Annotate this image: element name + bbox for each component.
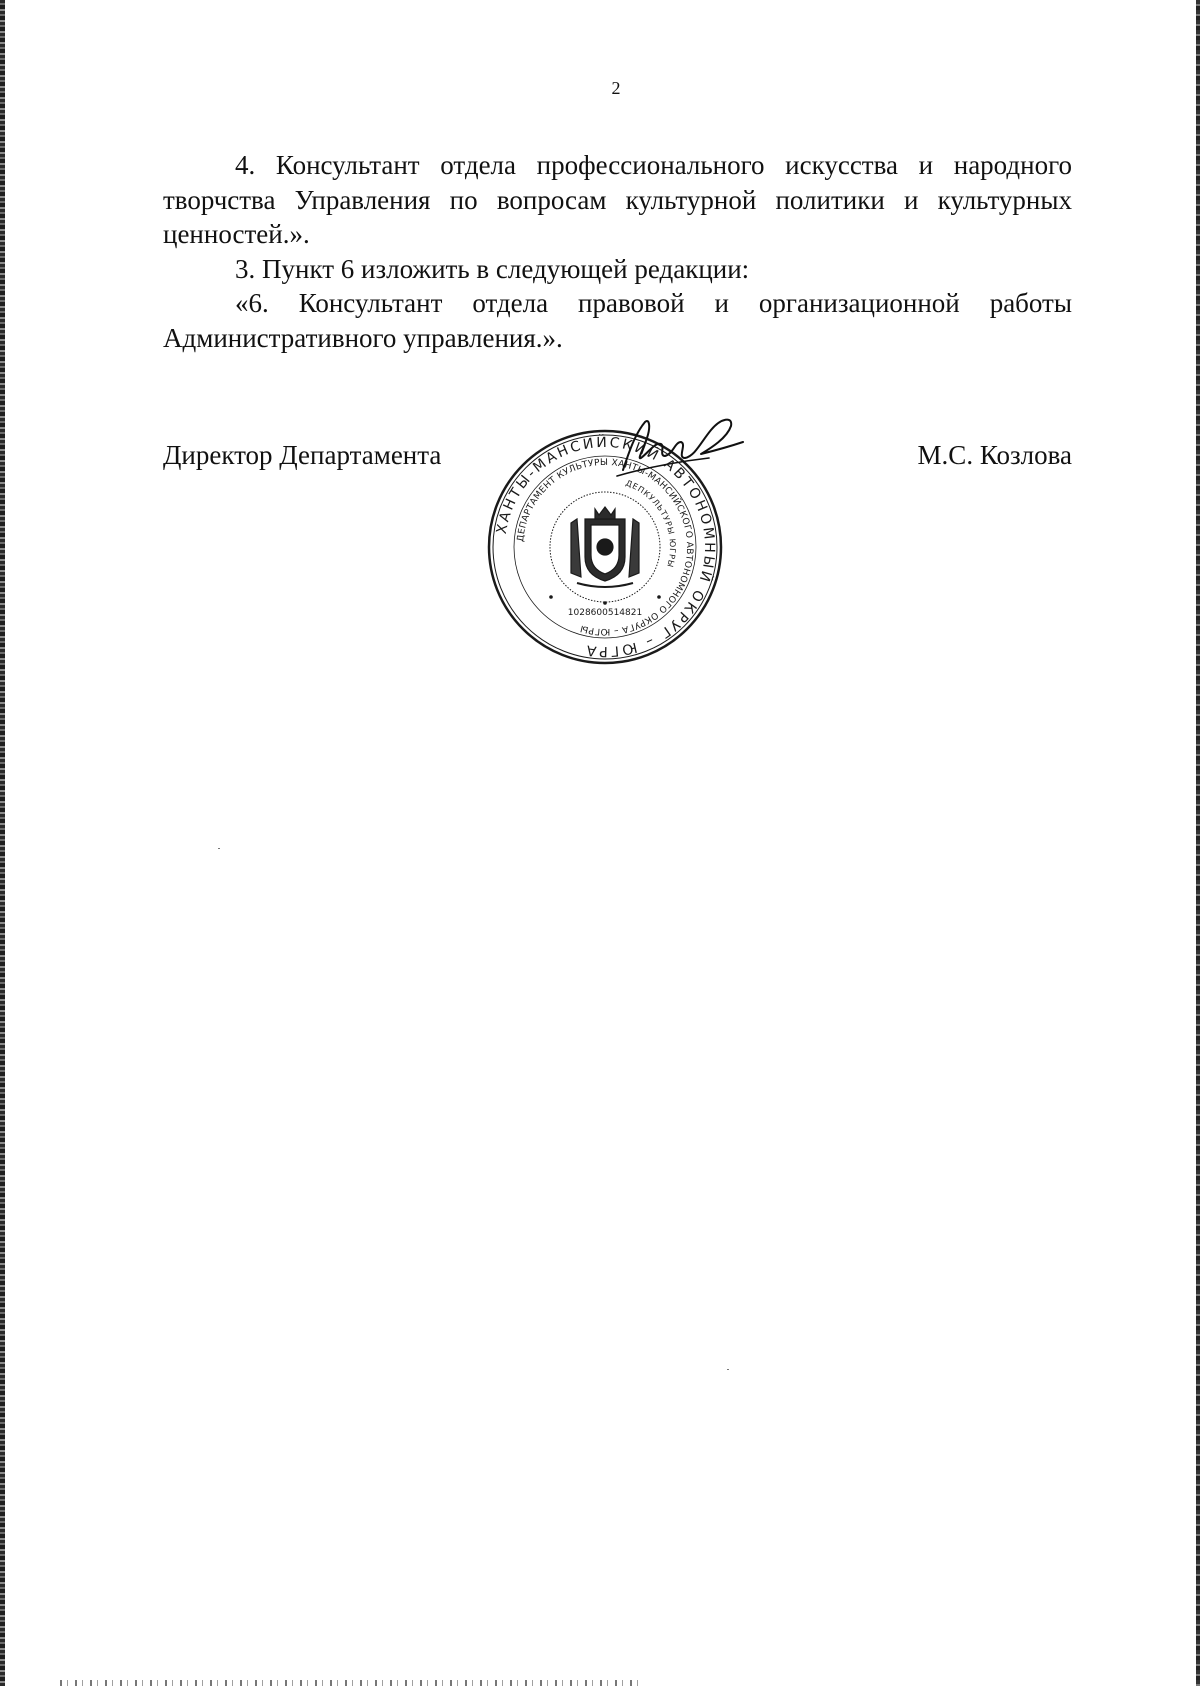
signatory-position: Директор Департамента xyxy=(163,440,442,470)
document-body xyxy=(163,148,1072,355)
scan-edge-left xyxy=(0,0,5,1686)
seal-inner-text: ДЕПКУЛЬТУРЫ ЮГРЫ xyxy=(624,478,678,569)
signatory-name: М.С. Козлова xyxy=(917,440,1072,470)
paragraph-item-4: 4. Консультант отдела профессионального искусства и народного творчства Управления по вопросам культурной политики и культурных ценностей.». xyxy=(163,150,1072,249)
paragraph-item-3: 3. Пункт 6 изложить в следующей редакции: xyxy=(235,253,750,284)
seal-outer-text: ХАНТЫ-МАНСИЙСКИЙ АВТОНОМНЫЙ ОКРУГ – ЮГРА xyxy=(493,434,718,660)
handwritten-signature xyxy=(615,412,750,482)
page-number: 2 xyxy=(611,78,621,98)
scan-edge-right xyxy=(1196,0,1200,1686)
coat-of-arms-icon xyxy=(571,507,639,587)
paragraph-item-6: «6. Консультант отдела правовой и организационной работы Административного управления.». xyxy=(163,288,1072,353)
scan-speck xyxy=(727,1369,729,1370)
seal-middle-text: ДЕПАРТАМЕНТ КУЛЬТУРЫ ХАНТЫ-МАНСИЙСКОГО АВТОНОМНОГО ОКРУГА – ЮГРЫ xyxy=(516,457,695,637)
seal-registration-number: 1028600514821 xyxy=(567,608,643,618)
scan-speck xyxy=(218,848,220,849)
scan-edge-bottom xyxy=(60,1680,640,1686)
